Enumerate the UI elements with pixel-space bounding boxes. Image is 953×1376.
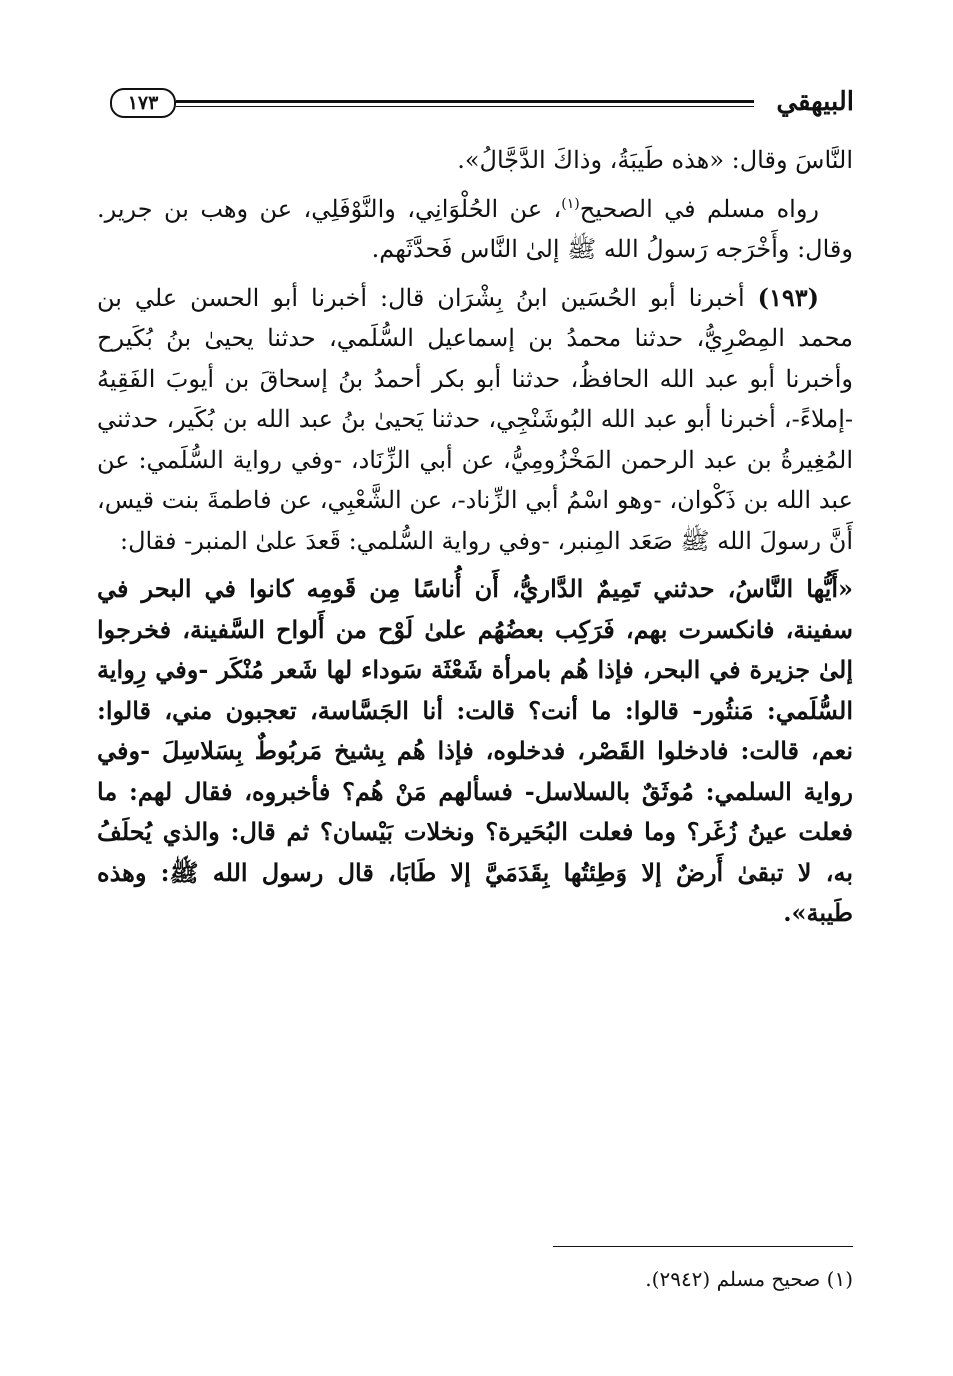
paragraph-4: «أَيُّها النَّاسُ، حدثني تَمِيمٌ الدَّاريُّ، أَن أُناسًا مِن قَومِه كانوا في البحر في سفينة، فانكسرت بهم، فَرَكِب بعضُهُم علىٰ لَوْح من أَلواح السَّفينة، فخرجوا إلىٰ جزيرة في البحر، فإذا هُم بامرأة شَعْثَة سَوداء لها شَعر مُنْكَر -وفي رِواية السُّلَمي: مَنثُور- قالوا: ما أنت؟ قالت: أنا الجَسَّاسة، تعجبون مني، قالوا: نعم، قالت: فادخلوا القَصْر، فدخلوه، فإذا هُم بِشيخ مَربُوطٌ بِسَلاسِلَ -وفي رواية السلمي: مُوثَقٌ بالسلاسل- فسألهم مَنْ هُم؟ فأخبروه، فقال لهم: ما فعلت عينُ زُغَر؟ وما فعلت البُحَيرة؟ ونخلات بَيْسان؟ ثم قال: والذي يُحلَفُ به، لا تبقىٰ أَرضٌ إلا وَطِئتُها بِقَدَمَيَّ إلا طَابَا، قال رسول الله ﷺ: وهذه طَيبة». [97, 574, 853, 927]
header-rule [176, 100, 754, 103]
book-title: البيهقي [776, 87, 854, 117]
footnote-ref[interactable]: (١) [561, 195, 580, 212]
hadith-number: (١٩٣) [757, 282, 819, 312]
main-text [97, 140, 853, 934]
paragraph-2 [97, 189, 853, 270]
footnote: (١) صحيح مسلم (٢٩٤٢). [645, 1267, 853, 1291]
running-header [110, 84, 854, 128]
page-number: ١٧٣ [110, 88, 176, 118]
paragraph-2-rest: ، عن الحُلْوَانِي، والنَّوْفَلِي، عن وهب بن جرير. وقال: وأَخْرَجه رَسولُ الله ﷺ إلىٰ النَّاس فَحدَّثَهم. [97, 194, 853, 263]
header-rule-thin [176, 106, 754, 107]
paragraph-3-text: أخبرنا أبو الحُسَين ابنُ بِشْرَان قال: أخبرنا أبو الحسن علي بن محمد المِصْرِيُّ، حدثنا محمدُ بن إسماعيل السُّلَمي، حدثنا يحيىٰ بنُ بُكَيرح وأخبرنا أبو عبد الله الحافظُ، حدثنا أبو بكر أحمدُ بنُ إسحاقَ بن أيوبَ الفَقِيهُ -إملاءً-، أخبرنا أبو عبد الله البُوشَنْجِي، حدثنا يَحيىٰ بنُ عبد الله بن بُكَير، حدثني المُغِيرةُ بن عبد الرحمن المَخْزُومِيُّ، عن أبي الزِّنَاد، -وفي رواية السُّلَمي: عن عبد الله بن ذَكْوان، -وهو اسْمُ أبي الزِّناد-، عن الشَّعْبِي، عن فاطمةَ بنت قيس، أَنَّ رسولَ الله ﷺ صَعَد المِنبر، -وفي رواية السُّلمي: قَعدَ علىٰ المنبر- فقال: [97, 283, 853, 555]
paragraph-1: النَّاسَ وقال: «هذه طَيبَةُ، وذاكَ الدَّجَّالُ». [457, 146, 853, 174]
paragraph-2-start: رواه مسلم في الصحيح [579, 194, 819, 223]
paragraph-3 [97, 278, 853, 562]
footnote-rule [553, 1246, 853, 1247]
